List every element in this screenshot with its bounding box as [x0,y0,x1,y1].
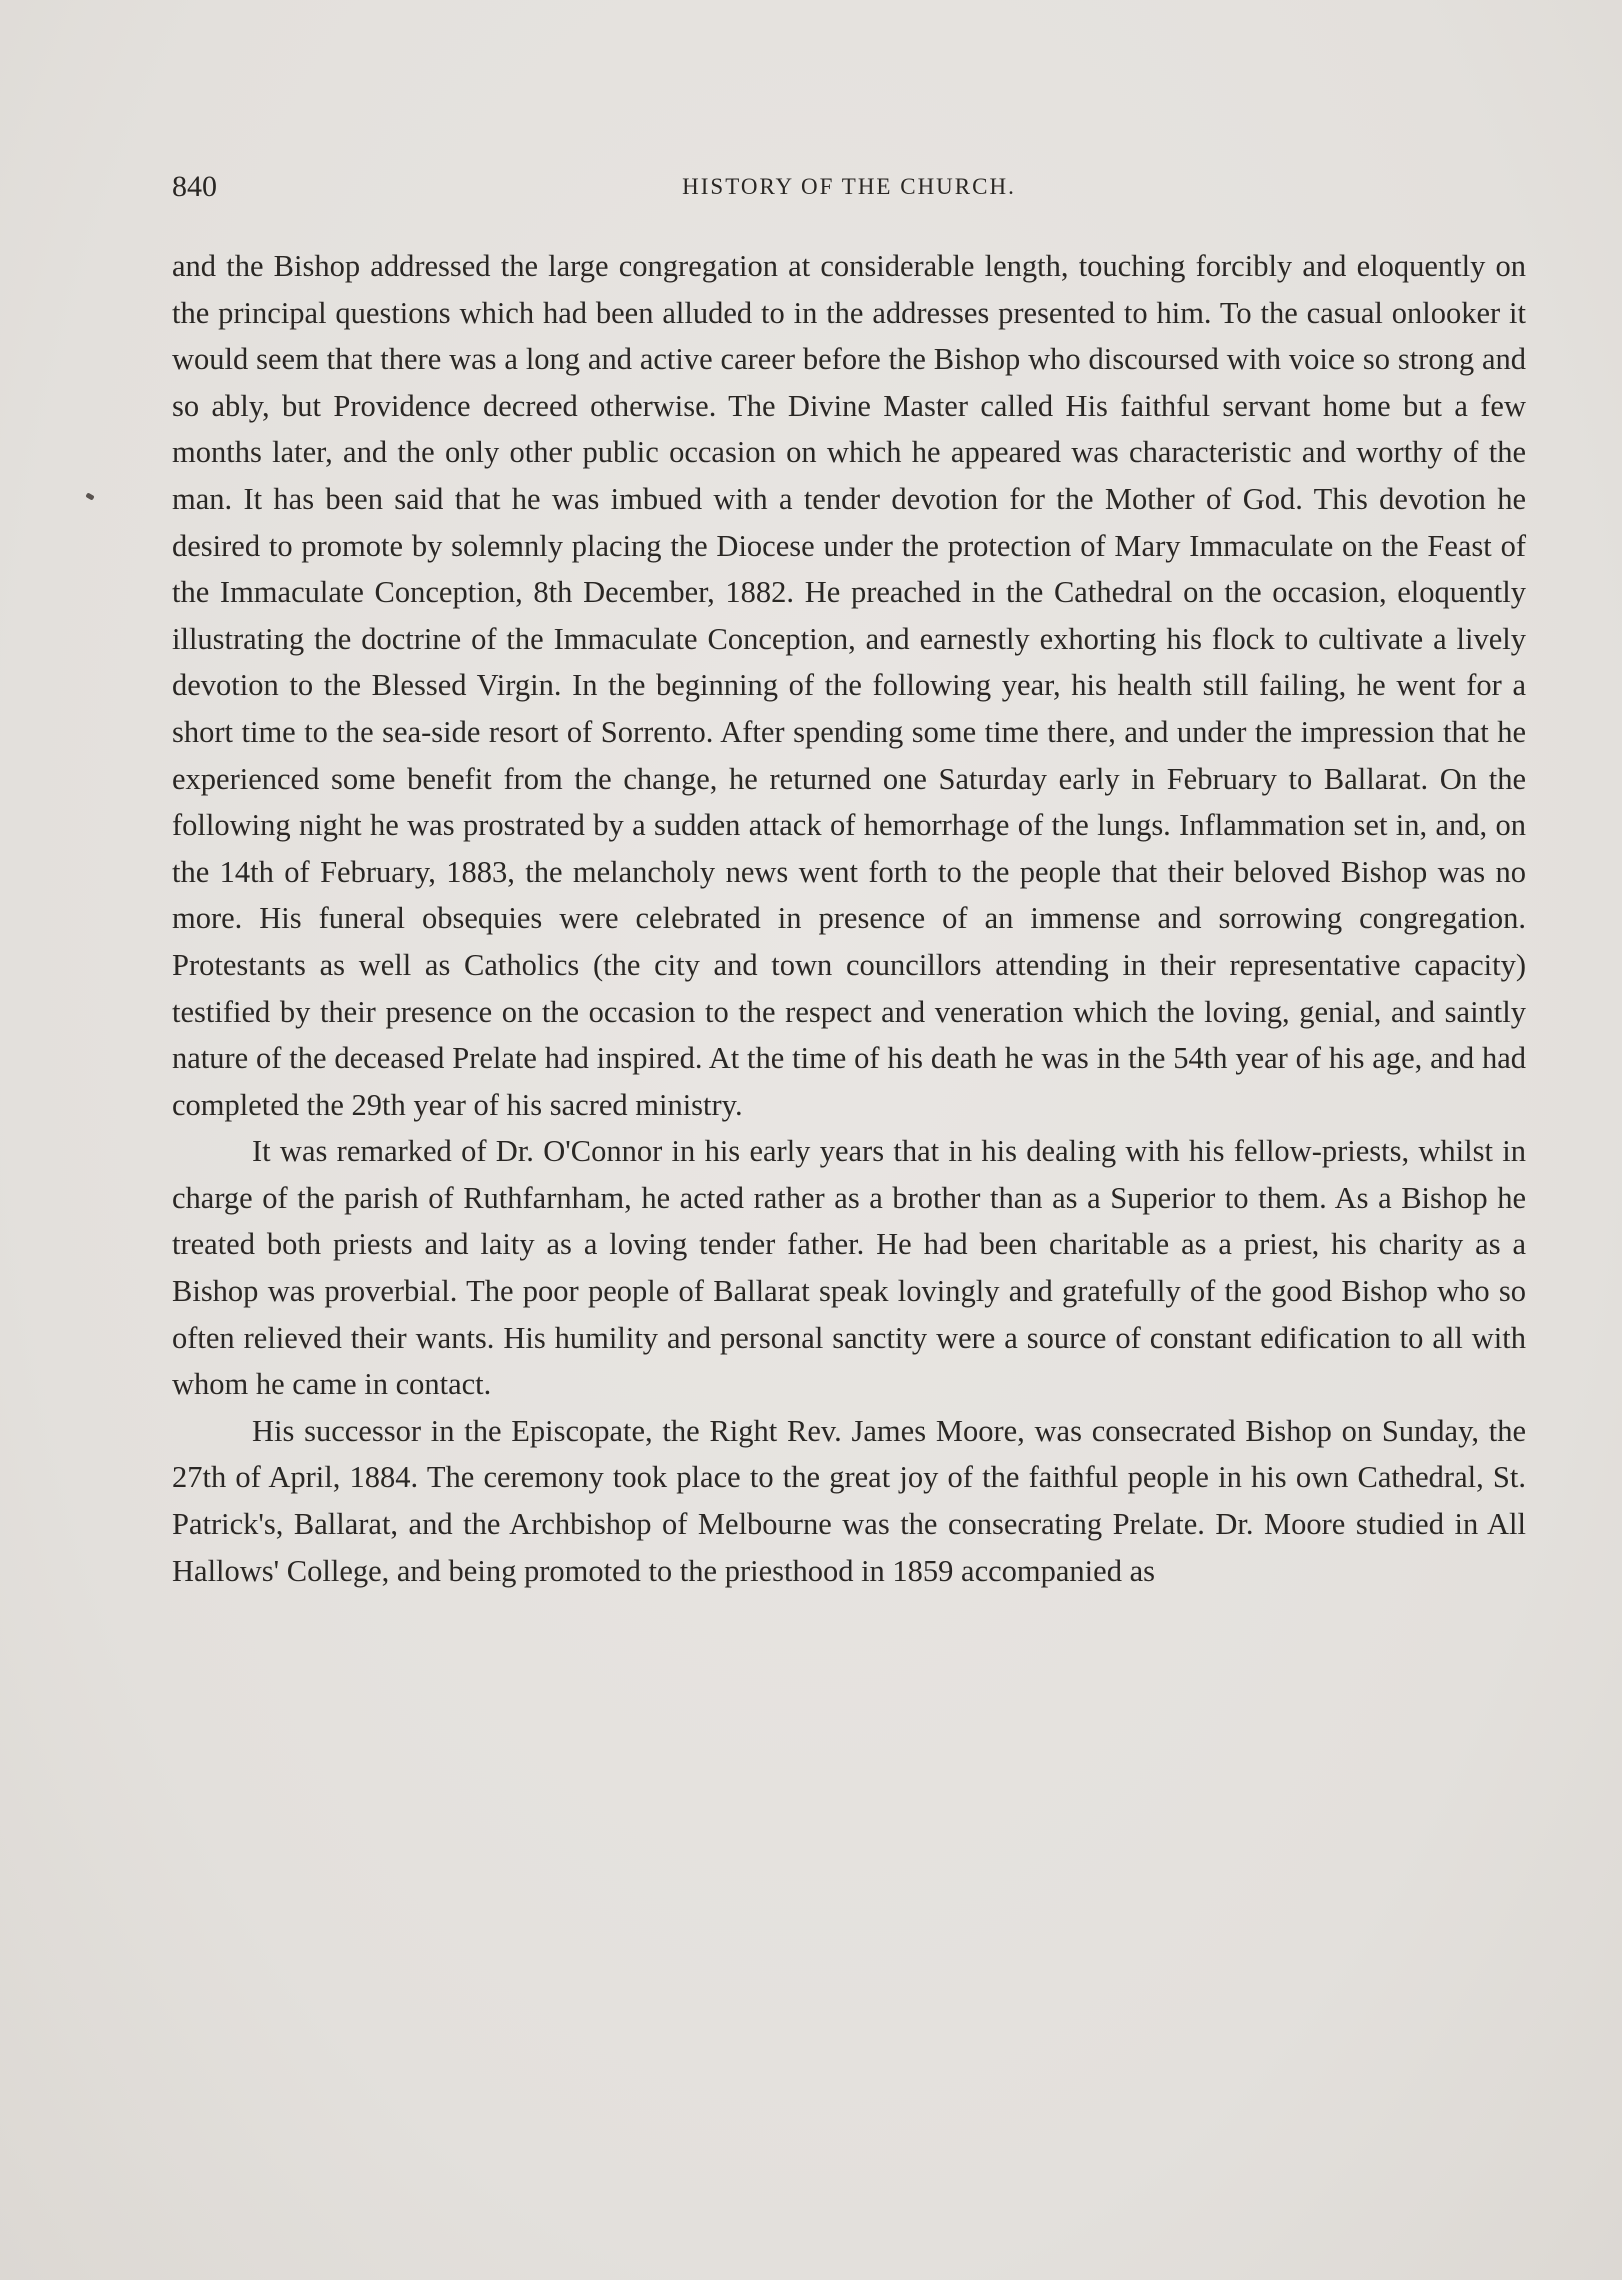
paragraph-oconnor-character: It was remarked of Dr. O'Connor in his early years that in his dealing with his fellow-priests, whilst in charge of the parish of Ruthfarnham, he acted rather as a brother than as a Superior to them. As a Bishop he treated both priests and laity as a loving tender father. He had been charitable as a priest, his charity as a Bishop was proverbial. The poor people of Ballarat speak lovingly and gratefully of the good Bishop who so often relieved their wants. His humility and personal sanctity were a source of constant edification to all with whom he came in contact. [172,1134,1526,1402]
paragraph-successor-moore: His successor in the Episcopate, the Right Rev. James Moore, was consecrated Bishop on Sunday, the 27th of April, 1884. The ceremony took place to the great joy of the faithful people in his own Cathedral, St. Patrick's, Ballarat, and the Archbishop of Melbourne was the consecrating Prelate. Dr. Moore studied in All Hallows' College, and being promoted to the priesthood in 1859 accompanied as [172,1413,1526,1588]
page-number: 840 [172,170,217,203]
margin-ink-mark [85,492,94,500]
paragraph-continuation: and the Bishop addressed the large congregation at considerable length, touching forcibly and eloquently on the principal questions which had been alluded to in the addresses presented to him. To the casual onlooker it would seem that there was a long and active career before the Bishop who discoursed with voice so strong and so ably, but Providence decreed otherwise. The Divine Master called His faithful servant home but a few months later, and the only other public occasion on which he appeared was characteristic and worthy of the man. It has been said that he was imbued with a tender devotion for the Mother of God. This devotion he desired to promote by solemnly placing the Diocese under the protection of Mary Immaculate on the Feast of the Immaculate Conception, 8th December, 1882. He preached in the Cathedral on the occasion, eloquently illustrating the doctrine of the Immaculate Conception, and earnestly exhorting his flock to cultivate a lively devotion to the Blessed Virgin. In the beginning of the following year, his health still failing, he went for a short time to the sea-side resort of Sorrento. After spending some time there, and under the impression that he experienced some benefit from the change, he returned one Saturday early in February to Ballarat. On the following night he was prostrated by a sudden attack of hemorrhage of the lungs. Inflammation set in, and, on the 14th of February, 1883, the melancholy news went forth to the people that their beloved Bishop was no more. His funeral obsequies were celebrated in presence of an immense and sorrowing congregation. Protestants as well as Catholics (the city and town councillors attending in their representative capacity) testified by their presence on the occasion to the respect and veneration which the loving, genial, and saintly nature of the deceased Prelate had inspired. At the time of his death he was in the 54th year of his age, and had completed the 29th year of his sacred ministry. [172,249,1526,1122]
body-text [172,243,1526,1594]
running-title: HISTORY OF THE CHURCH. [682,174,1016,199]
running-head [172,165,1526,209]
